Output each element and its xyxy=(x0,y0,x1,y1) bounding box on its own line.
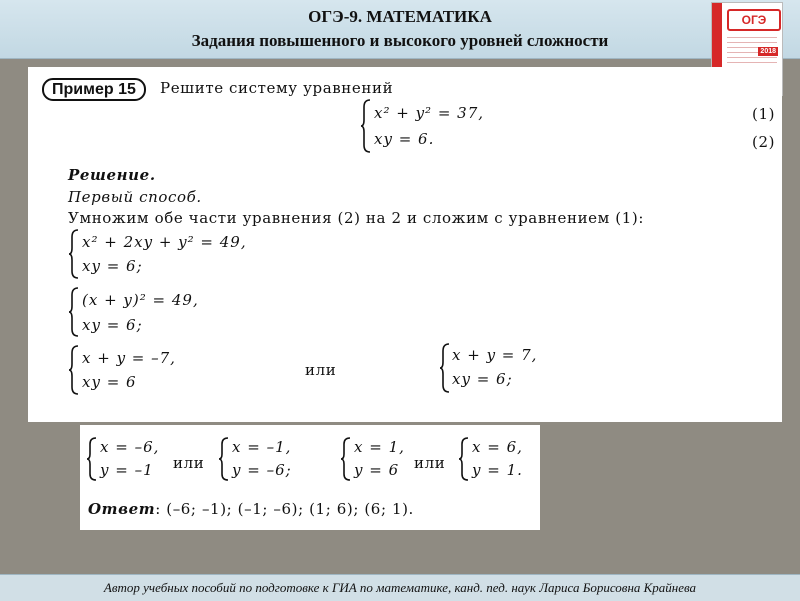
slide-footer xyxy=(0,574,800,601)
sys1-line1: x² + 2xy + y² = 49, xyxy=(82,233,247,251)
eq-tag-2: (2) xyxy=(752,133,776,151)
ansB-line2: y = –6; xyxy=(232,461,292,479)
brace-ansD xyxy=(458,437,470,481)
ansC-line2: y = 6 xyxy=(354,461,400,479)
or-word-2: или xyxy=(414,454,446,472)
method-heading: Первый способ. xyxy=(68,188,202,206)
sys3b-line2: xy = 6; xyxy=(452,370,513,388)
slide-subtitle: Задания повышенного и высокого уровней сложности xyxy=(191,31,609,50)
example-badge: Пример 15 xyxy=(42,78,146,101)
brace-sys3b xyxy=(439,343,451,393)
cover-year: 2018 xyxy=(760,48,776,55)
solution-heading: Решение. xyxy=(68,166,156,184)
sys3a-line2: xy = 6 xyxy=(82,373,137,391)
brace-ansA xyxy=(86,437,98,481)
or-word: или xyxy=(305,361,337,379)
or-word-1: или xyxy=(173,454,205,472)
slide-title: ОГЭ-9. МАТЕМАТИКА xyxy=(308,7,492,26)
sys2-line1: (x + y)² = 49, xyxy=(82,291,199,309)
brace-ansC xyxy=(340,437,352,481)
answer-value: : (–6; –1); (–1; –6); (1; 6); (6; 1). xyxy=(155,500,414,518)
brace-sys1 xyxy=(68,229,80,279)
task-text: Решите систему уравнений xyxy=(160,79,394,97)
main-content-panel xyxy=(28,67,782,422)
problem-eq2: xy = 6. xyxy=(374,130,435,148)
sys2-line2: xy = 6; xyxy=(82,316,143,334)
eq-tag-1: (1) xyxy=(752,105,776,123)
sys1-line2: xy = 6; xyxy=(82,257,143,275)
footer-author: Автор учебных пособий по подготовке к ГИА по математике, канд. пед. наук Лариса Борисовна Крайнева xyxy=(103,580,697,595)
brace-sys3a xyxy=(68,345,80,395)
problem-eq1: x² + y² = 37, xyxy=(374,104,485,122)
brace-ansB xyxy=(218,437,230,481)
brace-problem xyxy=(360,99,372,153)
step-text: Умножим обе части уравнения (2) на 2 и сложим с уравнением (1): xyxy=(68,209,644,227)
sys3b-line1: x + y = 7, xyxy=(452,346,538,364)
answer-label: Ответ xyxy=(88,500,156,518)
answer-panel xyxy=(80,425,540,530)
ansA-line1: x = –6, xyxy=(100,438,160,456)
ansC-line1: x = 1, xyxy=(354,438,405,456)
answer-line xyxy=(88,499,414,518)
ansA-line2: y = –1 xyxy=(100,461,154,479)
ansB-line1: x = –1, xyxy=(232,438,292,456)
ansD-line1: x = 6, xyxy=(472,438,523,456)
cover-brand: ОГЭ xyxy=(727,9,781,31)
brace-sys2 xyxy=(68,287,80,337)
ansD-line2: y = 1. xyxy=(472,461,523,479)
sys3a-line1: x + y = –7, xyxy=(82,349,176,367)
slide-header xyxy=(0,0,800,59)
